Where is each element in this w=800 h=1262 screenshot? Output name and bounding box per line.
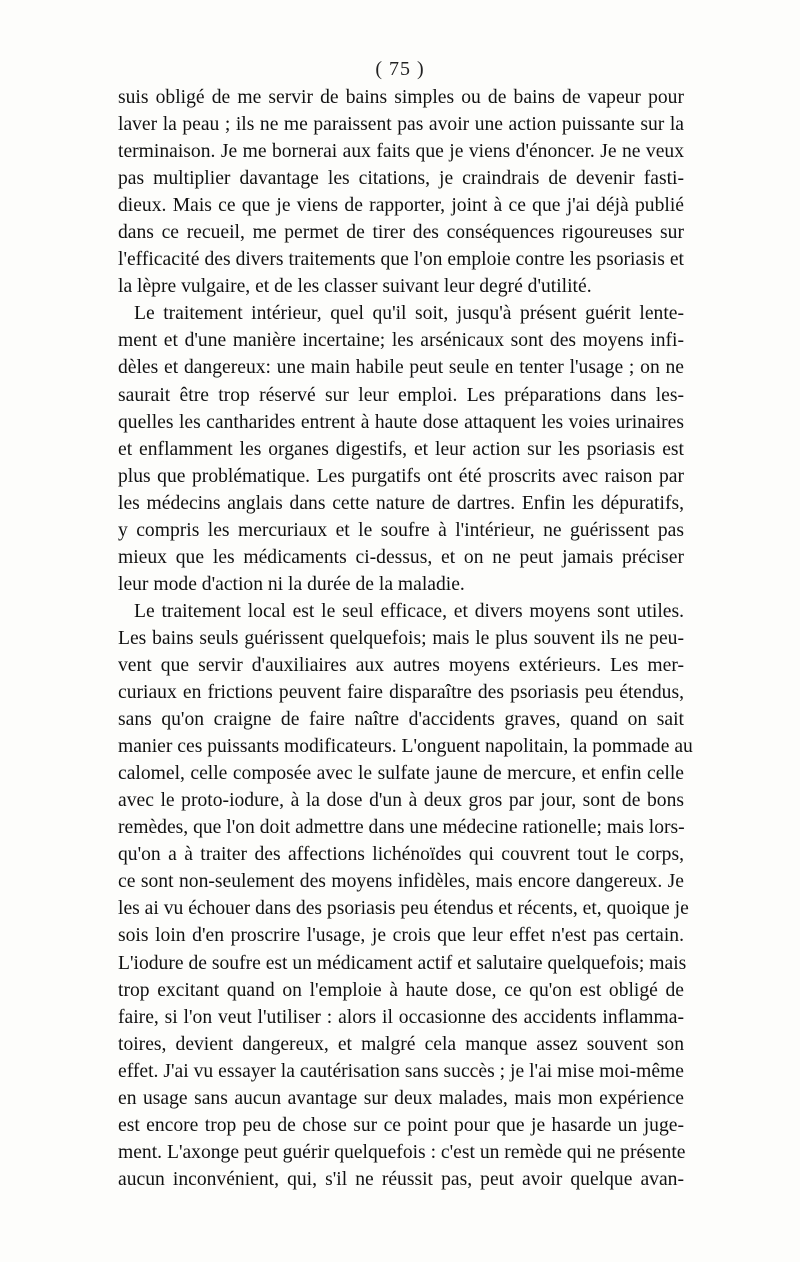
- body-text: [118, 84, 693, 1193]
- text-line: sois loin d'en proscrire l'usage, je crois que leur effet n'est pas certain.: [118, 925, 684, 947]
- text-line: vent que servir d'auxiliaires aux autres moyens extérieurs. Les mer-: [118, 654, 684, 676]
- page-number: ( 75 ): [375, 58, 425, 80]
- text-line: saurait être trop réservé sur leur emploi. Les préparations dans les-: [118, 384, 684, 406]
- text-line: aucun inconvénient, qui, s'il ne réussit pas, peut avoir quelque avan-: [118, 1168, 684, 1190]
- text-line: leur mode d'action ni la durée de la maladie.: [118, 573, 465, 595]
- text-line: dieux. Mais ce que je viens de rapporter, joint à ce que j'ai déjà publié: [118, 195, 684, 217]
- text-line: ment et d'une manière incertaine; les arsénicaux sont des moyens infi-: [118, 330, 684, 352]
- text-line: y compris les mercuriaux et le soufre à l'intérieur, ne guérissent pas: [118, 519, 684, 541]
- text-line: toires, devient dangereux, et malgré cela manque assez souvent son: [118, 1033, 684, 1055]
- text-line: ment. L'axonge peut guérir quelquefois : c'est un remède qui ne présente: [118, 1141, 686, 1163]
- text-line: quelles les cantharides entrent à haute dose attaquent les voies urinaires: [118, 411, 684, 433]
- text-line: qu'on a à traiter des affections lichénoïdes qui couvrent tout le corps,: [118, 844, 684, 866]
- text-line: Les bains seuls guérissent quelquefois; mais le plus souvent ils ne peu-: [118, 627, 684, 649]
- text-line: trop excitant quand on l'emploie à haute dose, ce qu'on est obligé de: [118, 979, 684, 1001]
- text-line: les ai vu échouer dans des psoriasis peu étendus et récents, et, quoique je: [118, 898, 689, 920]
- text-line: mieux que les médicaments ci-dessus, et on ne peut jamais préciser: [118, 546, 684, 568]
- text-line: dans ce recueil, me permet de tirer des conséquences rigoureuses sur: [118, 222, 684, 244]
- text-line: calomel, celle composée avec le sulfate jaune de mercure, et enfin celle: [118, 763, 684, 785]
- text-line: dèles et dangereux: une main habile peut seule en tenter l'usage ; on ne: [118, 357, 684, 379]
- text-line: pas multiplier davantage les citations, je craindrais de devenir fasti-: [118, 168, 684, 190]
- text-line: ce sont non-seulement des moyens infidèles, mais encore dangereux. Je: [118, 871, 684, 893]
- text-line: suis obligé de me servir de bains simples ou de bains de vapeur pour: [118, 87, 684, 108]
- text-line: L'iodure de soufre est un médicament actif et salutaire quelquefois; mais: [118, 952, 687, 974]
- text-line: plus que problématique. Les purgatifs ont été proscrits avec raison par: [118, 465, 684, 487]
- text-line: la lèpre vulgaire, et de les classer suivant leur degré d'utilité.: [118, 276, 592, 298]
- text-line: remèdes, que l'on doit admettre dans une médecine rationelle; mais lors-: [118, 817, 685, 839]
- text-line: laver la peau ; ils ne me paraissent pas avoir une action puissante sur la: [118, 114, 684, 136]
- text-line: Le traitement intérieur, quel qu'il soit, jusqu'à présent guérit lente-: [134, 303, 684, 325]
- text-line: avec le proto-iodure, à la dose d'un à deux gros par jour, sont de bons: [118, 790, 684, 812]
- text-line: faire, si l'on veut l'utiliser : alors il occasionne des accidents inflamma-: [118, 1006, 684, 1028]
- text-line: en usage sans aucun avantage sur deux malades, mais mon expérience: [118, 1087, 684, 1109]
- text-line: manier ces puissants modificateurs. L'onguent napolitain, la pommade au: [118, 736, 693, 758]
- text-line: Le traitement local est le seul efficace, et divers moyens sont utiles.: [134, 600, 684, 622]
- text-line: terminaison. Je me bornerai aux faits que je viens d'énoncer. Je ne veux: [118, 141, 684, 163]
- text-line: et enflamment les organes digestifs, et leur action sur les psoriasis est: [118, 438, 684, 460]
- text-line: l'efficacité des divers traitements que l'on emploie contre les psoriasis et: [118, 249, 684, 271]
- text-line: curiaux en frictions peuvent faire disparaître des psoriasis peu étendus,: [118, 682, 684, 704]
- text-line: effet. J'ai vu essayer la cautérisation sans succès ; je l'ai mise moi-même: [118, 1060, 684, 1082]
- text-line: est encore trop peu de chose sur ce point pour que je hasarde un juge-: [118, 1114, 684, 1136]
- text-line: sans qu'on craigne de faire naître d'accidents graves, quand on sait: [118, 709, 684, 731]
- text-line: les médecins anglais dans cette nature de dartres. Enfin les dépuratifs,: [118, 492, 684, 514]
